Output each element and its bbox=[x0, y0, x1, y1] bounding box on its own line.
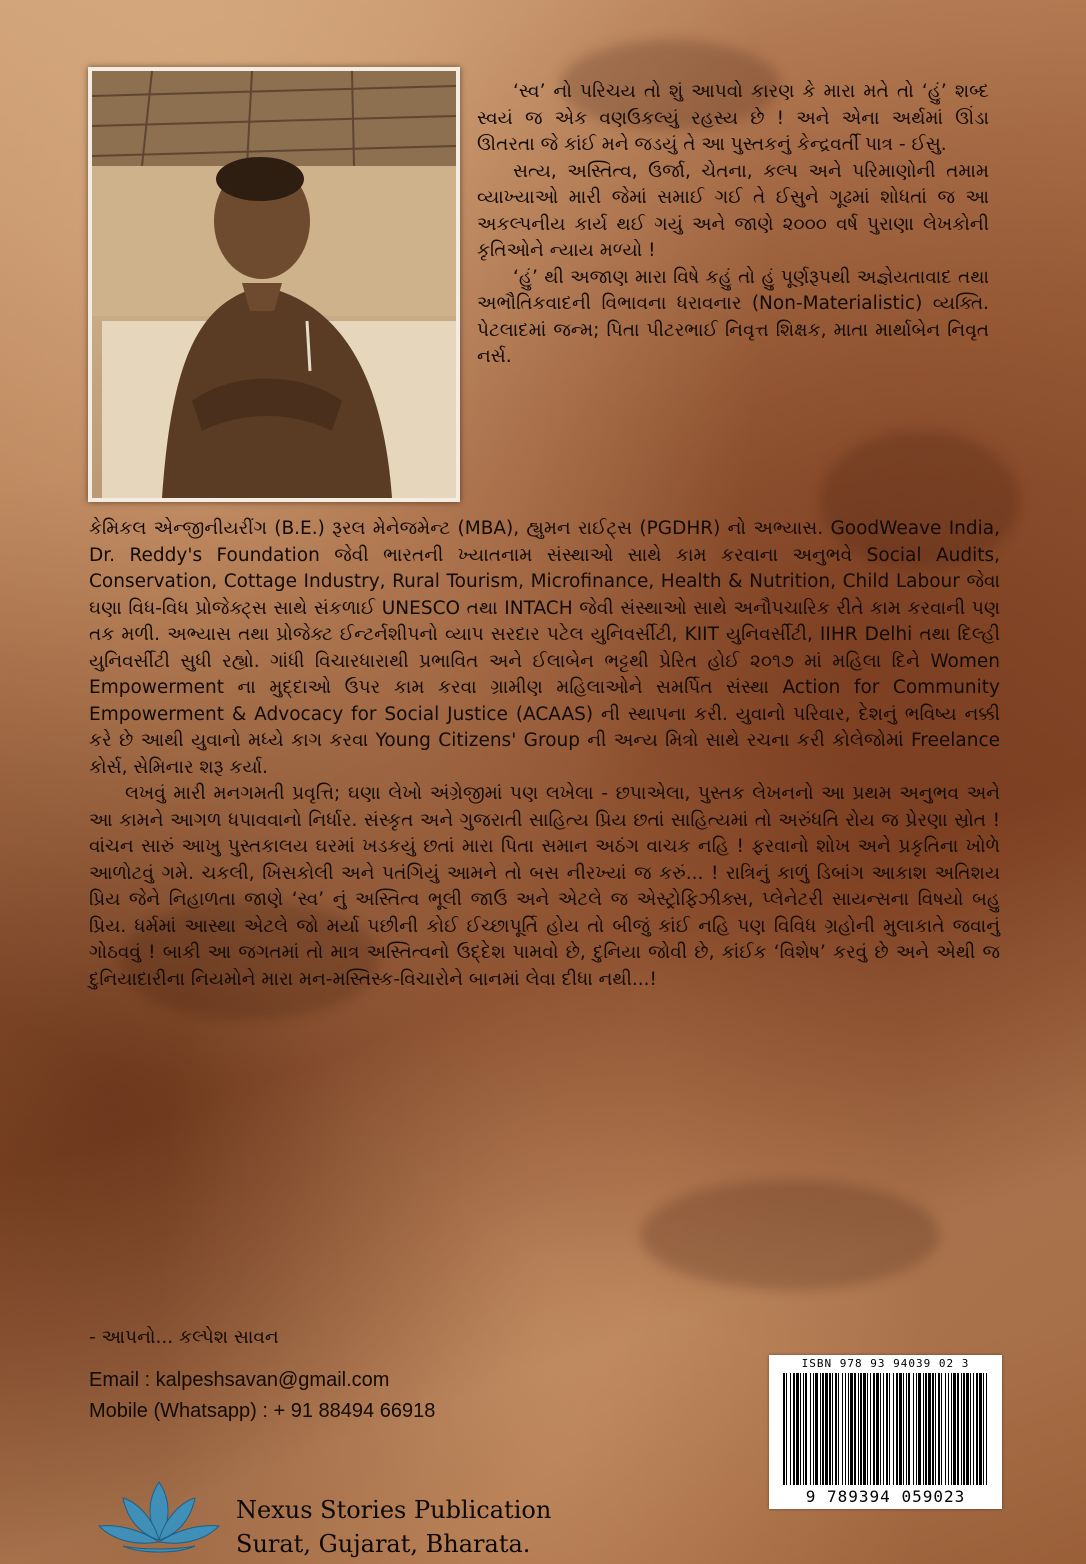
intro-paragraph: ‘હું’ થી અજાણ મારા વિષે કહું તો હું પૂર્ણરૂપથી અજ્ઞેયતાવાદ તથા અભૌતિકવાદની વિભાવના ધરાવનાર (Non-Materialistic) વ્યક્તિ. પેટલાદમાં જન્મ; પિતા પીટરભાઈ નિવૃત્ત શિક્ષક, માતા માર્થાબેન નિવૃત નર્સ. bbox=[477, 266, 989, 367]
background-stain bbox=[640, 1180, 940, 1290]
author-biography bbox=[89, 516, 1000, 993]
bio-paragraph: લખવું મારી મનગમતી પ્રવૃત્તિ; ઘણા લેખો અંગ્રેજીમાં પણ લખેલા - છપાએલા, પુસ્તક લેખનનો આ પ્રથમ અનુભવ અને આ કામને આગળ ધપાવવાનો નિર્ધાર. સંસ્કૃત અને ગુજરાતી સાહિત્ય પ્રિય છતાં સાહિત્યમાં તો અરુંધતિ રોય જ પ્રેરણા સ્રોત ! વાંચન સારું આખુ પુસ્તકાલય ઘરમાં ખડકયું છતાં મારા પિતા સમાન અઠંગ વાચક નહિ ! ફરવાનો શોખ અને પ્રકૃતિના ખોળે આળોટવું ગમે. ચકલી, ખિસકોલી અને પતંગિયું આમને તો બસ નીરખ્યાં જ કરું... ! રાત્રિનું કાળું ડિબાંગ આકાશ અતિશય પ્રિય જેને નિહાળતા જાણે ‘સ્વ’ નું અસ્તિત્વ ભૂલી જાઉ અને એટલે જ એસ્ટ્રોફિઝીક્સ, પ્લેનેટરી સાયન્સના વિષયો બહુ પ્રિય. ધર્મમાં આસ્થા એટલે જો મર્યા પછીની કોઈ ઈચ્છાપૂર્તિ હોય તો બીજું કાંઈ નહિ પણ વિવિધ ગ્રહોની મુલાકાતે જવાનું ગોઠવવું ! બાકી આ જગતમાં તો માત્ર અસ્તિત્વનો ઉદ્દેશ પામવો છે, દુનિયા જોવી છે, કાંઈક ‘વિશેષ’ કરવું છે અને એથી જ દુનિયાદારીના નિયમોને મારા મન-મસ્તિસ્ક-વિચારોને બાનમાં લેવા દીધા નથી...! bbox=[89, 783, 1000, 990]
email-line: Email : kalpeshsavan@gmail.com bbox=[89, 1369, 390, 1391]
author-photo bbox=[88, 67, 460, 502]
barcode-bars bbox=[769, 1355, 1002, 1509]
intro-paragraph: ‘સ્વ’ નો પરિચય તો શું આપવો કારણ કે મારા મતે તો ‘હું’ શબ્દ સ્વયં જ એક વણઉકલ્યું રહસ્ય છે ! અને એના અર્થમાં ઊંડા ઊતરતા જે કાંઈ મને જડયું તે આ પુસ્તકનું કેન્દ્રવર્તી પાત્ર - ઈસુ. bbox=[477, 81, 989, 155]
publisher-name: Nexus Stories Publication bbox=[236, 1496, 552, 1524]
publisher-place: Surat, Gujarat, Bharata. bbox=[236, 1530, 531, 1558]
isbn-label: ISBN 978 93 94039 02 3 bbox=[801, 1357, 970, 1370]
barcode-digits: 9 789394 059023 bbox=[805, 1487, 966, 1506]
author-intro bbox=[477, 79, 989, 371]
bio-paragraph: કેમિકલ એન્જીનીયરીંગ (B.E.) રૂરલ મેનેજમેન્ટ (MBA), હ્યુમન રાઈટ્સ (PGDHR) નો અભ્યાસ. GoodWeave India, Dr. Reddy's Foundation જેવી ભારતની ખ્યાતનામ સંસ્થાઓ સાથે કામ કરવાના અનુભવે Social Audits, Conservation, Cottage Industry, Rural Tourism, Microfinance, Health & Nutrition, Child Labour જેવા ઘણા વિધ-વિધ પ્રોજેક્ટ્સ સાથે સંકળાઈ UNESCO તથા INTACH જેવી સંસ્થાઓ સાથે અનૌપચારિક રીતે કામ કરવાની પણ તક મળી. અભ્યાસ તથા પ્રોજેક્ટ ઈન્ટર્નશીપનો વ્યાપ સરદાર પટેલ યુનિવર્સીટી, KIIT યુનિવર્સીટી, IIHR Delhi તથા દિલ્હી યુનિવર્સીટી સુધી રહ્યો. ગાંધી વિચારધારાથી પ્રભાવિત અને ઈલાબેન ભટ્ટથી પ્રેરિત હોઈ ૨૦૧૭ માં મહિલા દિને Women Empowerment ના મુદ્દાઓ ઉપર કામ કરવા ગ્રામીણ મહિલાઓને સમર્પિત સંસ્થા Action for Community Empowerment & Advocacy for Social Justice (ACAAS) ની સ્થાપના કરી. યુવાનો પરિવાર, દેશનું ભવિષ્ય નક્કી કરે છે આથી યુવાનો મધ્યે કાગ કરવા Young Citizens' Group ની અન્ય મિત્રો સાથે રચના કરી કોલેજોમાં Freelance કોર્સ, સેમિનાર શરૂ કર્યા. bbox=[89, 518, 1000, 778]
author-signature: - આપનો... કલ્પેશ સાવન bbox=[89, 1327, 279, 1348]
isbn-barcode bbox=[769, 1355, 1002, 1509]
mobile-line: Mobile (Whatsapp) : + 91 88494 66918 bbox=[89, 1400, 436, 1422]
intro-paragraph: સત્ય, અસ્તિત્વ, ઉર્જા, ચેતના, કલ્પ અને પરિમાણોની તમામ વ્યાખ્યાઓ મારી જેમાં સમાઈ ગઈ તે ઈસુને ગૂઢમાં શોધતાં જ આ અકલ્પનીય કાર્ય થઈ ગયું અને જાણે ૨૦૦૦ વર્ષ પુરાણા લેખકોની કૃતિઓને ન્યાય મળ્યો ! bbox=[477, 160, 989, 261]
lotus-logo-icon bbox=[93, 1478, 225, 1554]
